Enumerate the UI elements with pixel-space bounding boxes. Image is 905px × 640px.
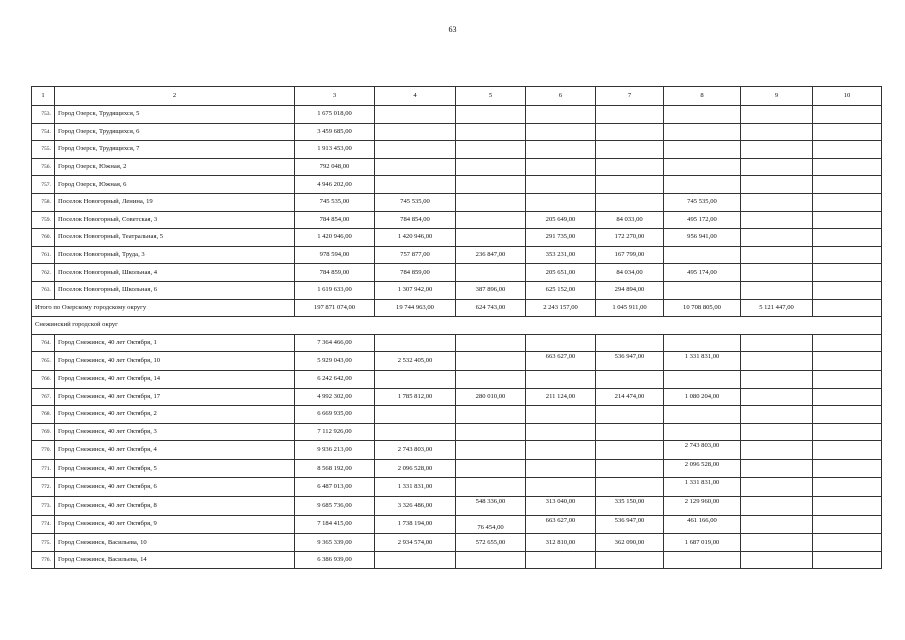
value-cell [741, 229, 813, 247]
value-cell [456, 370, 526, 388]
value-cell: 1 687 019,00 [664, 534, 741, 552]
row-number: 754. [32, 123, 55, 141]
table-row [32, 352, 882, 371]
value-cell: 280 010,00 [456, 388, 526, 406]
value-cell [664, 370, 741, 388]
value-cell: 745 535,00 [664, 193, 741, 211]
value-cell [741, 264, 813, 282]
section-row [32, 317, 882, 335]
value-cell: 2 743 803,00 [375, 441, 456, 460]
row-number: 753. [32, 106, 55, 124]
value-cell: 9 365 339,00 [295, 534, 375, 552]
row-number: 769. [32, 423, 55, 441]
value-cell: 1 420 946,00 [375, 229, 456, 247]
column-header: 10 [813, 87, 882, 106]
value-cell: 9 936 213,00 [295, 441, 375, 460]
table-row [32, 534, 882, 552]
value-cell [664, 423, 741, 441]
value-cell: 663 627,00 [526, 515, 596, 534]
row-number: 763. [32, 281, 55, 299]
table-row [32, 551, 882, 569]
value-cell: 978 594,00 [295, 246, 375, 264]
value-cell [741, 406, 813, 424]
address-cell: Поселок Новогорный, Труда, 3 [55, 246, 295, 264]
column-header: 2 [55, 87, 295, 106]
value-cell [456, 158, 526, 176]
total-value-cell [813, 299, 882, 317]
value-cell [456, 406, 526, 424]
value-cell [456, 211, 526, 229]
value-cell: 1 331 831,00 [375, 478, 456, 497]
value-cell [456, 193, 526, 211]
address-cell: Город Снежинск, 40 лет Октября, 8 [55, 497, 295, 516]
value-cell: 2 934 574,00 [375, 534, 456, 552]
page-number: 63 [448, 25, 457, 34]
value-cell [813, 352, 882, 371]
address-cell: Город Снежинск, 40 лет Октября, 14 [55, 370, 295, 388]
value-cell [375, 370, 456, 388]
column-header: 7 [596, 87, 664, 106]
row-number: 764. [32, 334, 55, 352]
value-cell [813, 211, 882, 229]
value-cell: 335 150,00 [596, 497, 664, 516]
value-cell [375, 158, 456, 176]
value-cell [813, 478, 882, 497]
value-cell [741, 352, 813, 371]
value-cell [813, 229, 882, 247]
value-cell: 167 799,00 [596, 246, 664, 264]
table-row [32, 281, 882, 299]
value-cell: 76 454,00 [456, 515, 526, 534]
value-cell [596, 406, 664, 424]
value-cell [813, 193, 882, 211]
value-cell: 784 854,00 [295, 211, 375, 229]
column-header: 9 [741, 87, 813, 106]
value-cell: 536 947,00 [596, 515, 664, 534]
value-cell: 205 649,00 [526, 211, 596, 229]
value-cell [526, 334, 596, 352]
address-cell: Город Озерск, Южная, 2 [55, 158, 295, 176]
row-number: 768. [32, 406, 55, 424]
value-cell [741, 478, 813, 497]
value-cell: 3 459 685,00 [295, 123, 375, 141]
value-cell [813, 281, 882, 299]
value-cell [741, 158, 813, 176]
value-cell [664, 176, 741, 194]
value-cell [741, 246, 813, 264]
address-cell: Город Снежинск, 40 лет Октября, 1 [55, 334, 295, 352]
value-cell: 3 326 486,00 [375, 497, 456, 516]
row-number: 755. [32, 141, 55, 159]
value-cell: 2 096 528,00 [664, 459, 741, 478]
value-cell [526, 441, 596, 460]
value-cell [526, 158, 596, 176]
row-number: 759. [32, 211, 55, 229]
address-cell: Город Снежинск, 40 лет Октября, 17 [55, 388, 295, 406]
value-cell [813, 423, 882, 441]
total-value-cell: 624 743,00 [456, 299, 526, 317]
value-cell: 214 474,00 [596, 388, 664, 406]
value-cell [526, 406, 596, 424]
value-cell: 625 152,00 [526, 281, 596, 299]
table-row [32, 423, 882, 441]
table-row [32, 264, 882, 282]
value-cell [813, 264, 882, 282]
table-row [32, 441, 882, 460]
value-cell: 1 307 942,00 [375, 281, 456, 299]
value-cell: 312 810,00 [526, 534, 596, 552]
value-cell [664, 246, 741, 264]
value-cell: 205 651,00 [526, 264, 596, 282]
row-number: 772. [32, 478, 55, 497]
value-cell: 2 743 803,00 [664, 441, 741, 460]
address-cell: Город Снежинск, 40 лет Октября, 5 [55, 459, 295, 478]
value-cell [596, 441, 664, 460]
value-cell [664, 551, 741, 569]
row-number: 775. [32, 534, 55, 552]
row-number: 773. [32, 497, 55, 516]
value-cell [526, 370, 596, 388]
value-cell [664, 281, 741, 299]
value-cell [456, 441, 526, 460]
value-cell: 236 847,00 [456, 246, 526, 264]
table-row [32, 334, 882, 352]
value-cell: 2 096 528,00 [375, 459, 456, 478]
section-label: Снежинский городской округ [32, 317, 882, 335]
total-value-cell: 1 045 911,00 [596, 299, 664, 317]
value-cell: 1 080 204,00 [664, 388, 741, 406]
value-cell [375, 106, 456, 124]
total-label: Итого по Озерскому городскому округу [32, 299, 295, 317]
total-row [32, 299, 882, 317]
total-value-cell: 10 708 805,00 [664, 299, 741, 317]
value-cell [813, 497, 882, 516]
row-number: 770. [32, 441, 55, 460]
value-cell [741, 423, 813, 441]
address-cell: Город Снежинск, 40 лет Октября, 2 [55, 406, 295, 424]
value-cell: 757 877,00 [375, 246, 456, 264]
table-row [32, 406, 882, 424]
value-cell: 784 854,00 [375, 211, 456, 229]
total-value-cell: 19 744 963,00 [375, 299, 456, 317]
value-cell [596, 478, 664, 497]
value-cell: 1 420 946,00 [295, 229, 375, 247]
value-cell [741, 193, 813, 211]
row-number: 766. [32, 370, 55, 388]
value-cell [375, 423, 456, 441]
table-row [32, 478, 882, 497]
value-cell: 6 669 935,00 [295, 406, 375, 424]
table-row [32, 211, 882, 229]
value-cell [456, 334, 526, 352]
value-cell: 6 487 013,00 [295, 478, 375, 497]
value-cell [526, 551, 596, 569]
value-cell [813, 551, 882, 569]
address-cell: Поселок Новогорный, Школьная, 6 [55, 281, 295, 299]
value-cell [456, 229, 526, 247]
value-cell [741, 211, 813, 229]
column-header: 1 [32, 87, 55, 106]
address-cell: Город Озерск, Южная, 6 [55, 176, 295, 194]
value-cell [526, 141, 596, 159]
value-cell: 1 913 453,00 [295, 141, 375, 159]
value-cell [813, 459, 882, 478]
value-cell: 1 331 831,00 [664, 352, 741, 371]
value-cell [526, 423, 596, 441]
row-number: 762. [32, 264, 55, 282]
value-cell: 84 034,00 [596, 264, 664, 282]
data-table [31, 86, 882, 569]
value-cell [813, 176, 882, 194]
value-cell [813, 441, 882, 460]
value-cell [813, 246, 882, 264]
value-cell [741, 388, 813, 406]
value-cell [741, 123, 813, 141]
value-cell: 1 738 194,00 [375, 515, 456, 534]
row-number: 765. [32, 352, 55, 371]
column-header: 4 [375, 87, 456, 106]
value-cell: 172 270,00 [596, 229, 664, 247]
value-cell [664, 106, 741, 124]
address-cell: Поселок Новогорный, Школьная, 4 [55, 264, 295, 282]
value-cell [741, 141, 813, 159]
table-row [32, 388, 882, 406]
table-row [32, 123, 882, 141]
value-cell: 495 172,00 [664, 211, 741, 229]
total-value-cell: 2 243 157,00 [526, 299, 596, 317]
value-cell [741, 497, 813, 516]
address-cell: Город Снежинск, 40 лет Октября, 4 [55, 441, 295, 460]
value-cell [596, 334, 664, 352]
value-cell: 291 735,00 [526, 229, 596, 247]
value-cell [456, 423, 526, 441]
value-cell [456, 264, 526, 282]
value-cell: 6 242 642,00 [295, 370, 375, 388]
address-cell: Поселок Новогорный, Ленина, 19 [55, 193, 295, 211]
value-cell: 313 040,00 [526, 497, 596, 516]
value-cell [526, 176, 596, 194]
table-row [32, 229, 882, 247]
value-cell [813, 123, 882, 141]
table-row [32, 497, 882, 516]
value-cell: 4 992 302,00 [295, 388, 375, 406]
address-cell: Город Снежинск, 40 лет Октября, 3 [55, 423, 295, 441]
value-cell: 1 331 831,00 [664, 478, 741, 497]
row-number: 767. [32, 388, 55, 406]
row-number: 758. [32, 193, 55, 211]
value-cell [526, 478, 596, 497]
value-cell [456, 459, 526, 478]
value-cell [596, 459, 664, 478]
value-cell [596, 370, 664, 388]
value-cell: 745 535,00 [375, 193, 456, 211]
value-cell [741, 176, 813, 194]
row-number: 760. [32, 229, 55, 247]
value-cell: 784 859,00 [375, 264, 456, 282]
table-row [32, 370, 882, 388]
value-cell: 663 627,00 [526, 352, 596, 371]
value-cell: 2 532 405,00 [375, 352, 456, 371]
value-cell [526, 193, 596, 211]
value-cell [741, 106, 813, 124]
value-cell: 548 336,00 [456, 497, 526, 516]
address-cell: Город Озерск, Трудящихся, 7 [55, 141, 295, 159]
value-cell: 8 568 192,00 [295, 459, 375, 478]
address-cell: Поселок Новогорный, Советская, 3 [55, 211, 295, 229]
address-cell: Город Озерск, Трудящихся, 5 [55, 106, 295, 124]
value-cell: 84 033,00 [596, 211, 664, 229]
value-cell [596, 551, 664, 569]
value-cell: 956 941,00 [664, 229, 741, 247]
value-cell: 1 619 633,00 [295, 281, 375, 299]
value-cell: 387 896,00 [456, 281, 526, 299]
table-row [32, 193, 882, 211]
value-cell [664, 158, 741, 176]
table-row [32, 246, 882, 264]
value-cell [375, 406, 456, 424]
value-cell [664, 334, 741, 352]
address-cell: Город Снежинск, 40 лет Октября, 10 [55, 352, 295, 371]
value-cell [741, 281, 813, 299]
value-cell: 495 174,00 [664, 264, 741, 282]
value-cell [813, 370, 882, 388]
total-value-cell: 5 121 447,00 [741, 299, 813, 317]
value-cell: 792 048,00 [295, 158, 375, 176]
value-cell: 7 112 926,00 [295, 423, 375, 441]
value-cell: 536 947,00 [596, 352, 664, 371]
value-cell [526, 123, 596, 141]
table-row [32, 106, 882, 124]
value-cell [526, 459, 596, 478]
value-cell [596, 423, 664, 441]
value-cell [596, 106, 664, 124]
value-cell: 294 894,00 [596, 281, 664, 299]
value-cell [456, 176, 526, 194]
value-cell: 745 535,00 [295, 193, 375, 211]
row-number: 776. [32, 551, 55, 569]
value-cell [741, 370, 813, 388]
value-cell [456, 106, 526, 124]
value-cell: 211 124,00 [526, 388, 596, 406]
address-cell: Поселок Новогорный, Театральная, 5 [55, 229, 295, 247]
table-row [32, 158, 882, 176]
value-cell [813, 334, 882, 352]
value-cell [813, 106, 882, 124]
value-cell: 362 090,00 [596, 534, 664, 552]
value-cell [596, 123, 664, 141]
value-cell [596, 141, 664, 159]
value-cell [741, 515, 813, 534]
value-cell [813, 406, 882, 424]
value-cell [664, 406, 741, 424]
value-cell [596, 158, 664, 176]
value-cell [664, 123, 741, 141]
value-cell [456, 123, 526, 141]
column-header: 6 [526, 87, 596, 106]
value-cell [456, 551, 526, 569]
row-number: 756. [32, 158, 55, 176]
value-cell [596, 193, 664, 211]
value-cell: 353 231,00 [526, 246, 596, 264]
value-cell [456, 141, 526, 159]
row-number: 761. [32, 246, 55, 264]
value-cell [741, 534, 813, 552]
value-cell [741, 441, 813, 460]
address-cell: Город Снежинск, 40 лет Октября, 9 [55, 515, 295, 534]
value-cell [813, 534, 882, 552]
value-cell: 9 685 736,00 [295, 497, 375, 516]
value-cell [813, 515, 882, 534]
header-row [32, 87, 882, 106]
value-cell: 1 675 018,00 [295, 106, 375, 124]
value-cell: 6 386 939,00 [295, 551, 375, 569]
row-number: 774. [32, 515, 55, 534]
column-header: 3 [295, 87, 375, 106]
value-cell: 572 655,00 [456, 534, 526, 552]
value-cell [375, 334, 456, 352]
value-cell [813, 158, 882, 176]
value-cell: 7 364 466,00 [295, 334, 375, 352]
table-row [32, 515, 882, 534]
total-value-cell: 197 871 074,00 [295, 299, 375, 317]
value-cell: 4 946 202,00 [295, 176, 375, 194]
value-cell [596, 176, 664, 194]
value-cell: 461 166,00 [664, 515, 741, 534]
address-cell: Город Снежинск, 40 лет Октября, 6 [55, 478, 295, 497]
table-row [32, 176, 882, 194]
column-header: 5 [456, 87, 526, 106]
value-cell [741, 334, 813, 352]
value-cell: 1 785 812,00 [375, 388, 456, 406]
value-cell: 5 929 043,00 [295, 352, 375, 371]
value-cell [741, 551, 813, 569]
value-cell [741, 459, 813, 478]
value-cell [813, 388, 882, 406]
table-row [32, 141, 882, 159]
value-cell [456, 478, 526, 497]
value-cell: 7 184 415,00 [295, 515, 375, 534]
row-number: 771. [32, 459, 55, 478]
value-cell [375, 141, 456, 159]
value-cell: 2 129 960,00 [664, 497, 741, 516]
table-row [32, 459, 882, 478]
address-cell: Город Снежинск, Васильева, 10 [55, 534, 295, 552]
value-cell [813, 141, 882, 159]
value-cell [375, 551, 456, 569]
address-cell: Город Озерск, Трудящихся, 6 [55, 123, 295, 141]
value-cell [375, 176, 456, 194]
address-cell: Город Снежинск, Васильева, 14 [55, 551, 295, 569]
value-cell [456, 352, 526, 371]
value-cell: 784 859,00 [295, 264, 375, 282]
value-cell [375, 123, 456, 141]
value-cell [526, 106, 596, 124]
value-cell [664, 141, 741, 159]
row-number: 757. [32, 176, 55, 194]
column-header: 8 [664, 87, 741, 106]
